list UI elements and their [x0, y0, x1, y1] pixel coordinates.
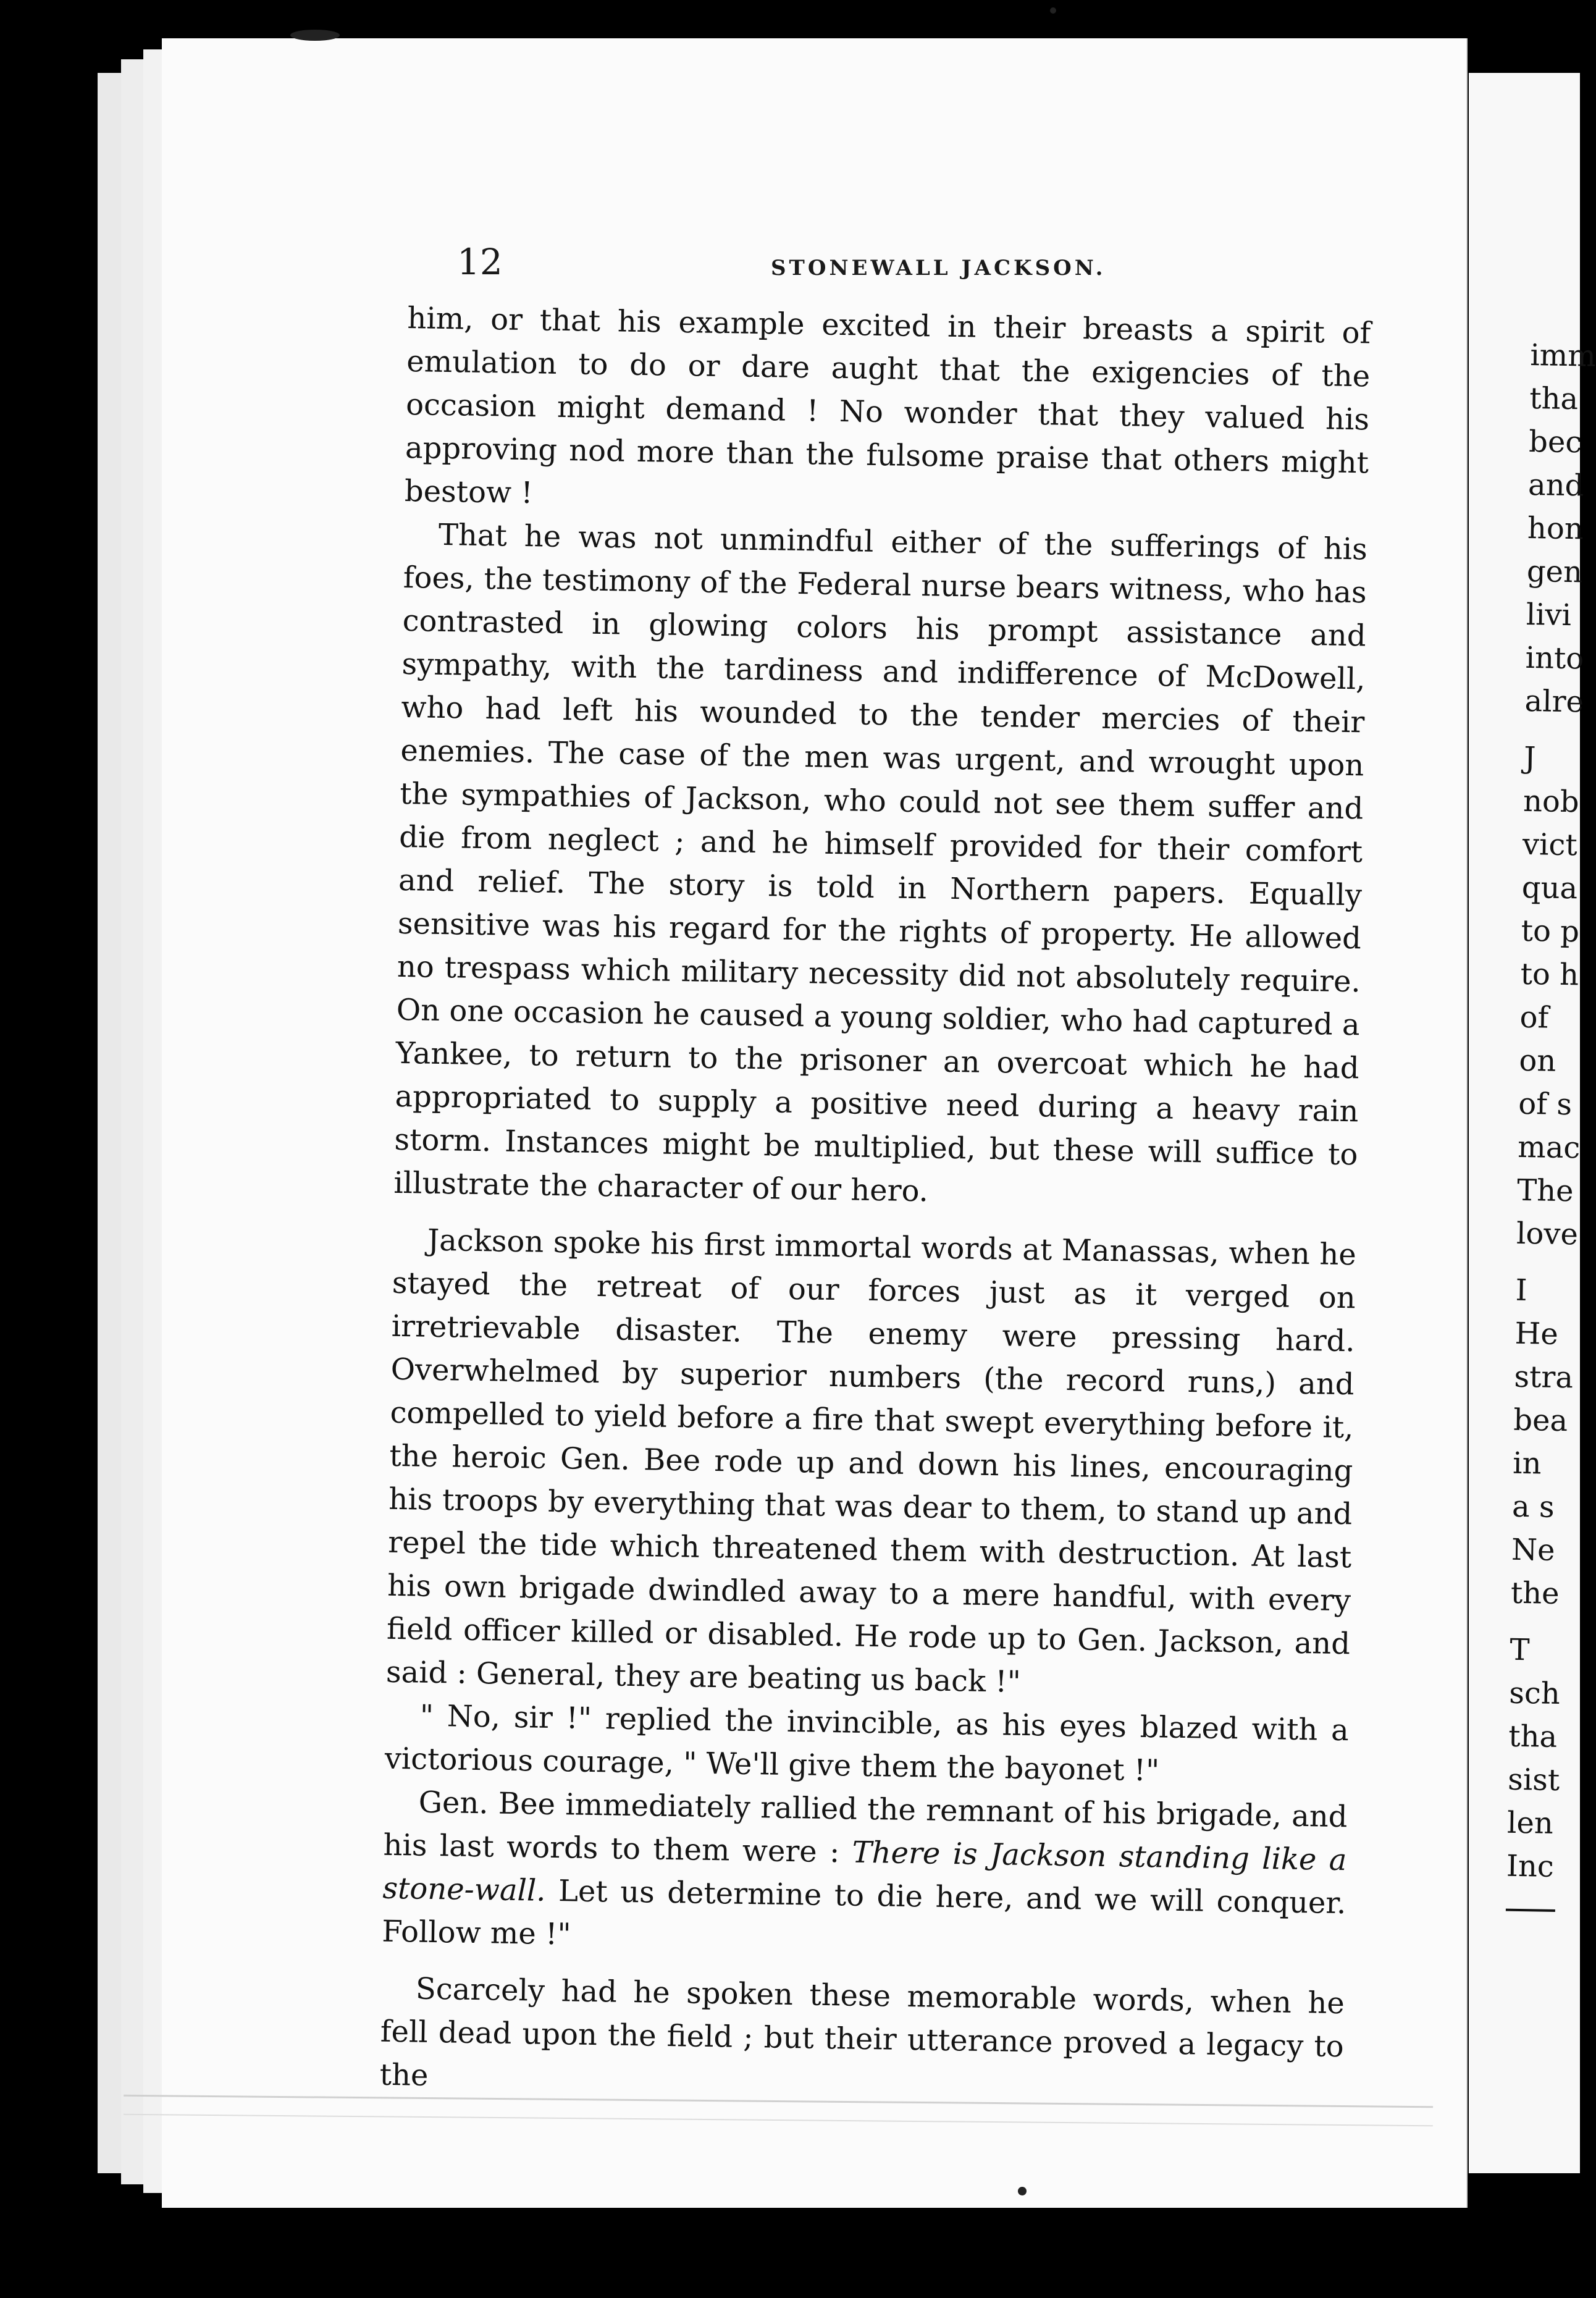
facing-line-fragment: tha — [1508, 1719, 1558, 1754]
facing-line-fragment: qua — [1521, 870, 1578, 906]
paragraph-text: Gen. Bee immediately rallied the remnant of his brigade, and his last words to them were : — [383, 1785, 1348, 1870]
paragraph — [382, 1780, 1348, 1968]
facing-line-fragment: in — [1512, 1446, 1542, 1481]
facing-line-fragment: nob — [1522, 783, 1580, 820]
page-number: 12 — [457, 241, 503, 283]
facing-line-fragment: T — [1510, 1632, 1530, 1668]
facing-line-fragment: alre — [1524, 683, 1584, 720]
paragraph — [384, 1218, 1356, 1795]
paper-tear — [290, 30, 340, 41]
facing-line-fragment: and — [1527, 467, 1584, 503]
ink-speck — [1050, 7, 1056, 14]
main-text — [379, 297, 1371, 2111]
facing-line-fragment: a s — [1511, 1489, 1555, 1525]
paragraph: Scarcely had he spoken these memorable words, when he fell dead upon the field ; but their utterance proved a legacy to the — [379, 1971, 1345, 2093]
facing-line-fragment: to p — [1521, 913, 1580, 949]
facing-line-fragment: hon — [1527, 510, 1584, 547]
facing-line-fragment: J — [1523, 740, 1536, 776]
facing-line-fragment: stra — [1514, 1359, 1574, 1395]
facing-line-fragment: sch — [1508, 1675, 1561, 1712]
facing-line-fragment: mac — [1517, 1129, 1581, 1166]
facing-line-fragment: into — [1525, 640, 1584, 676]
running-head — [457, 241, 1507, 297]
facing-line-fragment: tha — [1529, 381, 1579, 417]
facing-line-fragment: He — [1514, 1316, 1559, 1352]
paragraph: him, or that his example excited in their breasts a spirit of emulation to do or dare aught that the exigencies of the occasion might demand ! No wonder that they valued his approving nod more than the fulsome praise that others might bestow ! — [404, 300, 1371, 511]
facing-line-fragment: gen — [1526, 553, 1583, 590]
facing-line-fragment: on — [1519, 1043, 1556, 1079]
page-stack-edge — [98, 73, 124, 2173]
facing-line-fragment: bea — [1513, 1402, 1568, 1439]
facing-line-fragment: love — [1516, 1216, 1579, 1252]
facing-line-fragment: sist — [1507, 1762, 1560, 1798]
facing-line-fragment: imm — [1530, 337, 1596, 374]
ink-speck — [1018, 2187, 1027, 2195]
facing-line-fragment: the — [1510, 1575, 1560, 1611]
facing-line-fragment: livi — [1526, 597, 1572, 633]
italic-quote: There is Jackson standing like a stone-wall. — [382, 1835, 1347, 1908]
facing-line-fragment: len — [1506, 1805, 1554, 1841]
facing-line-fragment: Inc — [1506, 1848, 1555, 1884]
quotation: " No, sir !" replied the invincible, as his eyes blazed with a victorious courage, " We'll give them the bayonet !" — [384, 1698, 1350, 1788]
facing-line-fragment: vict — [1522, 827, 1578, 863]
facing-line-fragment: of — [1519, 1000, 1549, 1035]
paragraph: That he was not unmindful either of the sufferings of his foes, the testimony of the Federal nurse bears witness, who has contrasted in glowing colors his prompt assistance and sympathy, with the tardiness and indifference of McDowell, who had left his wounded to the tender mercies of their enemies. The case of the men was urgent, and wrought upon the sympathies of Jackson, who could not see them suffer and die from neglect ; and he himself provided for their comfort and relief. The story is told in Northern papers. Equally sensitive was his regard for the rights of property. He allowed no trespass which military necessity did not absolutely require. On one occasion he caused a young soldier, who had captured a Yankee, to return to the prisoner an overcoat which he had appropriated to supply a positive need during a heavy rain storm. Instances might be multiplied, but these will suffice to illustrate the character of our hero. — [393, 517, 1368, 1209]
facing-line-fragment: to h — [1520, 956, 1579, 993]
facing-line-fragment: Ne — [1511, 1532, 1555, 1568]
facing-line-fragment: bec — [1528, 424, 1582, 460]
paragraph-text: Jackson spoke his first immortal words at Manassas, when he stayed the retreat of our forces just as it verged on irretrievable disaster. The enemy were pressing hard. Overwhelmed by superior numbers (the record runs,) and compelled to yield before a fire that swept everything before it, the heroic Gen. Bee rode up and down his lines, encouraging his troops by everything that was dear to them, to stand up and repel the tide which threatened them with destruction. At last his own brigade dwindled away to a mere handful, with every field officer killed or disabled. He rode up to Gen. Jackson, and said : General, they are beating us back !" — [385, 1223, 1357, 1699]
facing-line-fragment: I — [1515, 1273, 1528, 1308]
facing-line-fragment: of s — [1518, 1086, 1573, 1122]
running-title: STONEWALL JACKSON. — [771, 256, 1106, 280]
paragraph-text: Let us determine to die here, and we will conquer. Follow me !" — [381, 1874, 1346, 1952]
facing-line-fragment: The — [1516, 1172, 1574, 1209]
